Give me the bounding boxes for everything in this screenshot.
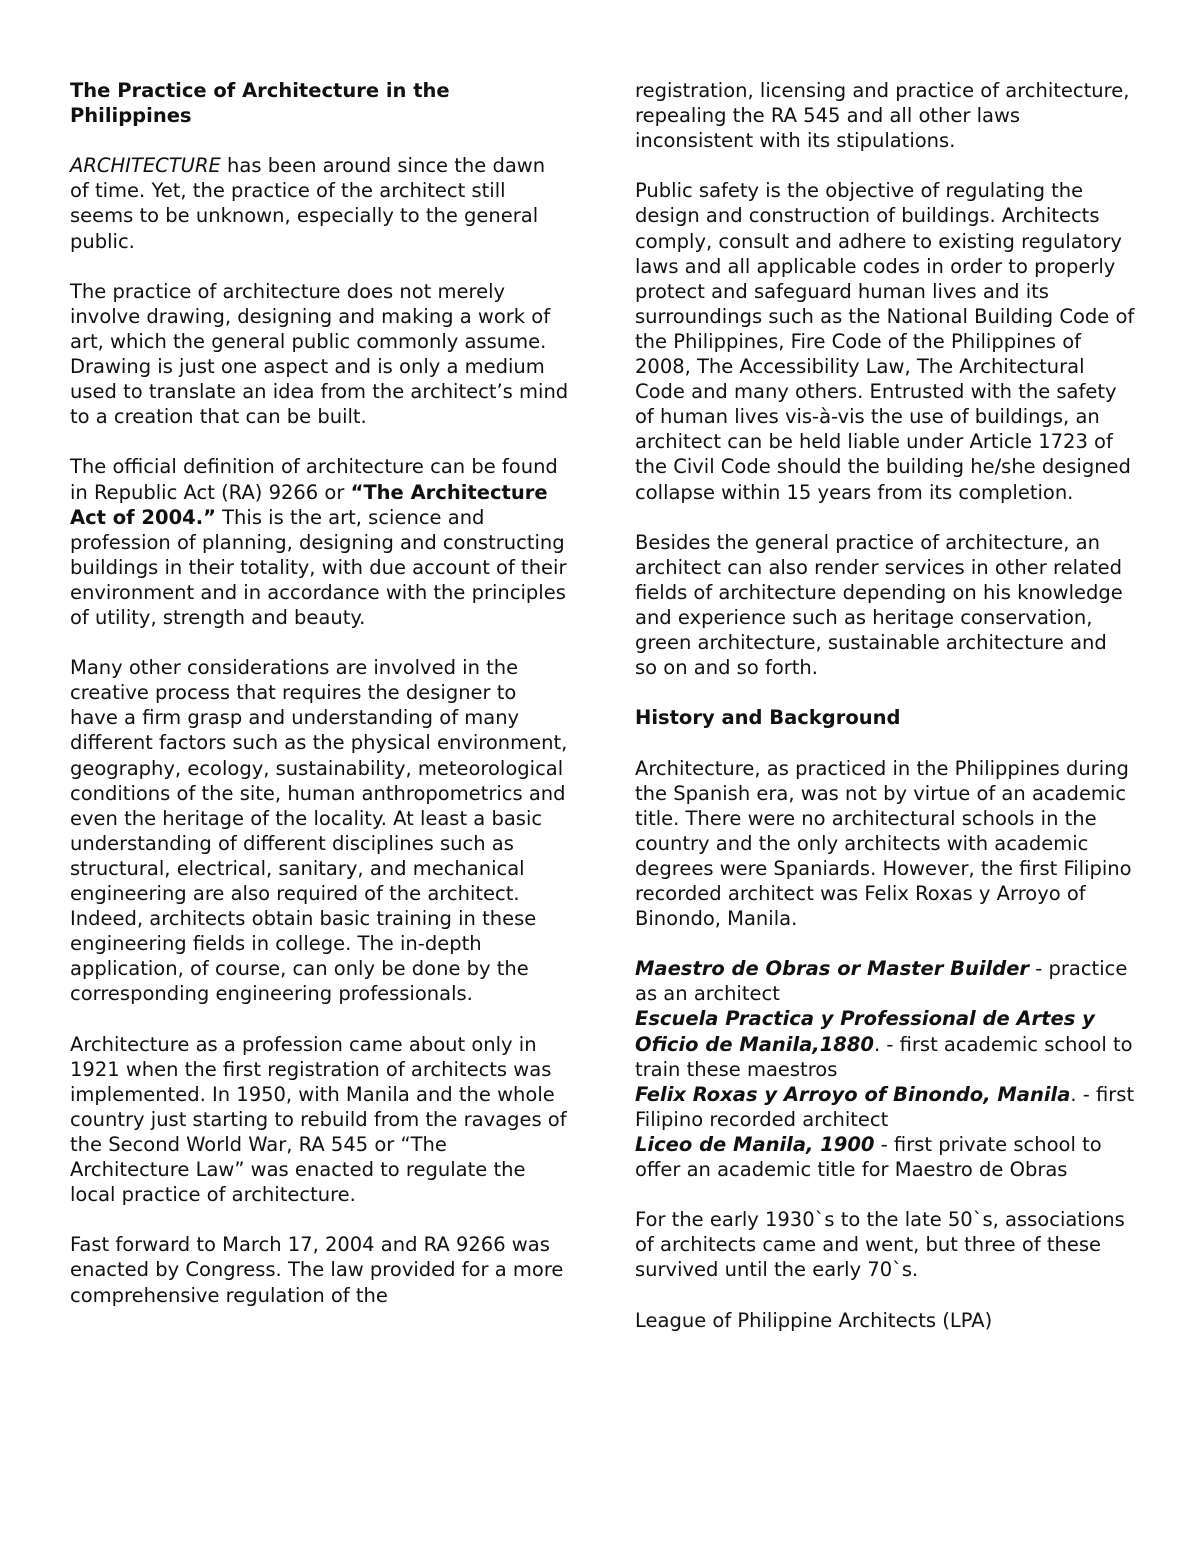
paragraph-intro-text: has been around since the dawn of time. Yet, the practice of the architect still seems to be unknown, especially to the general public. [70,154,546,253]
paragraph-considerations: Many other considerations are involved in the creative process that requires the designer to have a firm grasp and understanding of many different factors such as the physical environment, geography, ecology, sustainability, meteorological conditions of the site, human anthropometrics and even the heritage of the locality. At least a basic understanding of different disciplines such as structural, electrical, sanitary, and mechanical engineering are also required of the architect. Indeed, architects obtain basic training in these engineering fields in college. The in-depth application, of course, can only be done by the corresponding engineering professionals. [70,656,568,1006]
paragraph-lpa: League of Philippine Architects (LPA) [635,1308,993,1332]
paragraph-definition-start: The official definition of architecture can be found in Republic Act (RA) 9266 or [70,455,558,504]
term-description: - first private school to offer an academic title for Maestro de Obras [635,1132,1102,1182]
paragraph-definition [70,454,570,630]
paragraph-registration: registration, licensing and practice of architecture, repealing the RA 545 and all other laws inconsistent with its stipulations. [635,79,1130,153]
paragraph-ra9266: Fast forward to March 17, 2004 and RA 9266 was enacted by Congress. The law provided for a more comprehensive regulation of the [70,1233,564,1307]
paragraph-associations: For the early 1930`s to the late 50`s, associations of architects came and went, but three of these survived until the early 70`s. [635,1208,1125,1282]
term-description: - practice as an architect [635,957,1128,1006]
document-title: The Practice of Architecture in the Philippines [70,79,450,128]
term-name: Felix Roxas y Arroyo of Binondo, Manila [635,1082,1071,1106]
architecture-act-bold: “The Architecture Act of 2004.” [70,480,548,529]
paragraph-practice: The practice of architecture does not merely involve drawing, designing and making a work of art, which the general public commonly assume. Drawing is just one aspect and is only a medium used to translate an idea from the architect’s mind to a creation that can be built. [70,279,569,429]
term-name: Maestro de Obras or Master Builder [635,957,1030,981]
history-heading: History and Background [635,706,901,730]
paragraph-intro [70,153,570,253]
paragraph-definition-end: This is the art, science and profession of planning, designing and constructing buildings in their totality, with due account of their environment and in accordance with the principles of utility, strength and beauty. [70,505,567,629]
left-column [70,78,570,1308]
term-name: Liceo de Manila, 1900 [635,1132,875,1156]
paragraph-history: Architecture, as practiced in the Philippines during the Spanish era, was not by virtue of an academic title. There were no architectural schools in the country and the only architects with academic degrees were Spaniards. However, the first Filipino recorded architect was Felix Roxas y Arroyo of Binondo, Manila. [635,756,1132,931]
paragraph-related-fields: Besides the general practice of architecture, an architect can also render services in other related fields of architecture depending on his knowledge and experience such as heritage conservation, green architecture, sustainable architecture and so on and so forth. [635,530,1123,680]
architecture-italic: ARCHITECTURE [70,154,221,178]
term-name: Escuela Practica y Professional de Artes y Oficio de Manila,1880 [635,1007,1095,1056]
terms-list [635,956,1135,1182]
term-item [635,956,1135,1006]
paragraph-profession: Architecture as a profession came about only in 1921 when the first registration of architects was implemented. In 1950, with Manila and the whole country just starting to rebuild from the ravages of the Second World War, RA 545 or “The Architecture Law” was enacted to regulate the local practice of architecture. [70,1032,567,1207]
paragraph-public-safety: Public safety is the objective of regulating the design and construction of buildings. Architects comply, consult and adhere to existing regulatory laws and all applicable codes in order to properly protect and safeguard human lives and its surroundings such as the National Building Code of the Philippines, Fire Code of the Philippines of 2008, The Accessibility Law, The Architectural Code and many others. Entrusted with the safety of human lives vis-à-vis the use of buildings, an architect can be held liable under Article 1723 of the Civil Code should the building he/she designed collapse within 15 years from its completion. [635,179,1135,504]
term-description: . - first academic school to train these maestros [635,1032,1133,1081]
term-description: . - first Filipino recorded architect [635,1082,1135,1131]
right-column [635,78,1135,1333]
term-item [635,1132,1135,1182]
term-item [635,1082,1135,1132]
term-item [635,1006,1135,1081]
